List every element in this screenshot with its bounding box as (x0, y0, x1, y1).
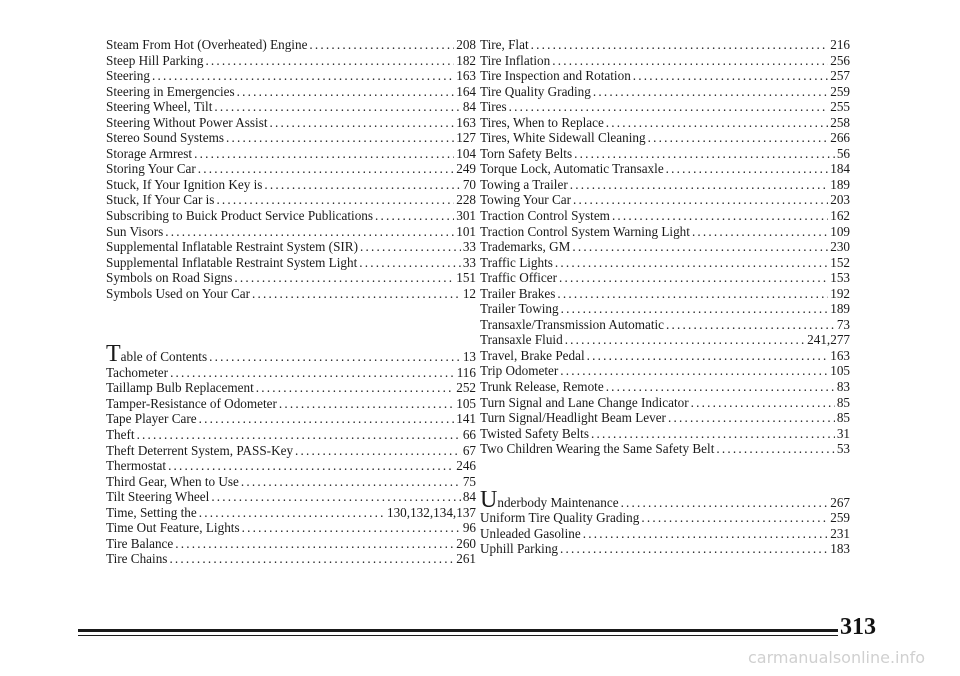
entry-page: 189 (830, 176, 850, 192)
dot-leader (621, 495, 829, 511)
dot-leader (234, 270, 454, 286)
entry-page: 216 (830, 37, 850, 52)
entry-title: Traffic Officer (480, 270, 558, 286)
entry-page: 84 (462, 489, 476, 505)
index-entry (106, 208, 476, 224)
entry-page: 53 (836, 441, 850, 457)
entry-page: 267 (830, 494, 850, 510)
dot-leader (152, 68, 454, 84)
entry-title: able of Contents (120, 349, 208, 365)
entry-title: Theft (106, 427, 135, 443)
entry-title: Trailer Towing (480, 301, 559, 317)
dot-leader (252, 286, 461, 302)
entry-page: 257 (830, 68, 850, 84)
index-entry (106, 396, 476, 412)
entry-title: Tire Quality Grading (480, 83, 591, 99)
dot-leader (606, 379, 835, 395)
entry-title: Subscribing to Buick Product Service Publications (106, 208, 374, 224)
index-entry (480, 208, 850, 224)
index-group-u (480, 510, 850, 557)
dot-leader (591, 426, 835, 442)
dot-leader (168, 458, 454, 474)
entry-page: 67 (462, 442, 476, 458)
entry-page: 13 (462, 349, 476, 365)
entry-title: Transaxle/Transmission Automatic (480, 316, 665, 332)
entry-title: Turn Signal/Headlight Beam Lever (480, 410, 666, 426)
dot-leader (552, 53, 828, 69)
entry-page: 109 (830, 223, 850, 239)
index-entry (106, 520, 476, 536)
index-entry (106, 68, 476, 84)
index-entry (480, 541, 850, 557)
index-entry (106, 99, 476, 115)
index-entry (106, 505, 476, 521)
footer-rule-thick (78, 629, 838, 632)
dot-leader (531, 37, 829, 53)
index-entry (106, 239, 476, 255)
dot-leader (574, 146, 835, 162)
entry-title: Steering Without Power Assist (106, 114, 268, 130)
entry-page: 261 (456, 551, 476, 567)
index-entry (106, 443, 476, 459)
index-column-left (106, 37, 476, 567)
index-entry (106, 286, 476, 302)
entry-title: Traffic Lights (480, 254, 553, 270)
index-entry (480, 161, 850, 177)
dot-leader (175, 536, 454, 552)
entry-title: Trip Odometer (480, 363, 559, 379)
dot-leader (237, 84, 455, 100)
dot-leader (199, 505, 385, 521)
dot-leader (555, 255, 828, 271)
entry-page: 258 (830, 114, 850, 130)
dot-leader (573, 192, 828, 208)
dot-leader (226, 130, 454, 146)
entry-title: Storing Your Car (106, 161, 196, 177)
entry-page: 104 (456, 145, 476, 161)
entry-title: Third Gear, When to Use (106, 473, 239, 489)
entry-page: 130,132,134,137 (386, 504, 476, 520)
dot-leader (666, 161, 829, 177)
entry-title: Supplemental Inflatable Restraint System Light (106, 254, 358, 270)
dot-leader (509, 99, 829, 115)
index-entry (480, 115, 850, 131)
index-entry (480, 130, 850, 146)
entry-page: 127 (456, 130, 476, 146)
entry-title: Tape Player Care (106, 411, 197, 427)
dot-leader (256, 380, 454, 396)
entry-page: 75 (462, 473, 476, 489)
entry-title: Torn Safety Belts (480, 145, 573, 161)
index-entry (480, 53, 850, 69)
watermark: carmanualsonline.info (748, 648, 926, 667)
index-entry (106, 177, 476, 193)
entry-page: 189 (830, 301, 850, 317)
index-entry (106, 84, 476, 100)
entry-title: Storage Armrest (106, 145, 193, 161)
dot-leader (375, 208, 454, 224)
entry-title: Steering (106, 68, 150, 84)
entry-title: Symbols Used on Your Car (106, 285, 250, 301)
dot-leader (211, 489, 461, 505)
entry-page: 259 (830, 510, 850, 526)
entry-title: Travel, Brake Pedal (480, 347, 585, 363)
index-entry (106, 427, 476, 443)
dot-leader (691, 395, 835, 411)
index-entry (480, 255, 850, 271)
dot-leader (170, 365, 455, 381)
index-entry (480, 99, 850, 115)
index-entry (480, 224, 850, 240)
dot-leader (264, 177, 460, 193)
page-number: 313 (840, 614, 876, 640)
index-entry (480, 379, 850, 395)
entry-page: 153 (830, 270, 850, 286)
entry-page: 259 (830, 83, 850, 99)
entry-page: 228 (456, 192, 476, 208)
dot-leader (557, 286, 828, 302)
index-entry (106, 411, 476, 427)
index-entry (106, 474, 476, 490)
entry-title: Steep Hill Parking (106, 52, 204, 68)
entry-page: 56 (836, 145, 850, 161)
entry-title: Tire Chains (106, 551, 168, 567)
index-entry (480, 37, 850, 53)
entry-title: Thermostat (106, 458, 167, 474)
entry-page: 12 (462, 285, 476, 301)
entry-page: 66 (462, 427, 476, 443)
entry-title: Trunk Release, Remote (480, 379, 604, 395)
index-entry (106, 161, 476, 177)
entry-page: 83 (836, 379, 850, 395)
entry-page: 301 (456, 208, 476, 224)
entry-title: Tires (480, 99, 507, 115)
dot-leader (612, 208, 828, 224)
entry-page: 183 (830, 541, 850, 557)
dot-leader (214, 99, 460, 115)
index-entry (106, 270, 476, 286)
entry-page: 70 (462, 176, 476, 192)
entry-page: 96 (462, 520, 476, 536)
dot-leader (560, 363, 828, 379)
dot-leader (570, 177, 828, 193)
index-entry (480, 426, 850, 442)
entry-title: Supplemental Inflatable Restraint System (SIR) (106, 239, 358, 255)
index-entry (106, 53, 476, 69)
entry-title: Turn Signal and Lane Change Indicator (480, 394, 689, 410)
dot-leader (198, 161, 454, 177)
index-entry (480, 146, 850, 162)
entry-title: Tire, Flat (480, 37, 529, 52)
entry-page: 163 (830, 347, 850, 363)
entry-page: 152 (830, 254, 850, 270)
entry-page: 252 (456, 380, 476, 396)
index-entry (106, 130, 476, 146)
index-entry-section-start (480, 486, 850, 513)
entry-title: Traction Control System Warning Light (480, 223, 690, 239)
entry-title: Stuck, If Your Car is (106, 192, 215, 208)
dot-leader (209, 349, 461, 365)
dot-leader (165, 224, 454, 240)
index-entry (106, 365, 476, 381)
index-entry (106, 551, 476, 567)
entry-page: 255 (830, 99, 850, 115)
entry-title: Tachometer (106, 364, 169, 380)
index-entry (480, 177, 850, 193)
dot-leader (593, 84, 828, 100)
index-entry (480, 441, 850, 457)
entry-page: 84 (462, 99, 476, 115)
entry-page: 73 (836, 316, 850, 332)
footer-rule-thin (78, 635, 838, 636)
index-entry (106, 224, 476, 240)
section-initial: U (480, 486, 498, 513)
entry-title: Towing Your Car (480, 192, 572, 208)
index-entry (106, 146, 476, 162)
entry-title: Trademarks, GM (480, 239, 571, 255)
entry-page: 31 (836, 425, 850, 441)
index-entry (480, 332, 850, 348)
index-entry (480, 348, 850, 364)
dot-leader (692, 224, 828, 240)
entry-title: Theft Deterrent System, PASS-Key (106, 442, 294, 458)
dot-leader (360, 239, 461, 255)
entry-page: 85 (836, 410, 850, 426)
dot-leader (606, 115, 828, 131)
entry-title: Stereo Sound Systems (106, 130, 224, 146)
index-entry (480, 286, 850, 302)
index-entry (106, 458, 476, 474)
entry-page: 184 (830, 161, 850, 177)
entry-page: 208 (456, 37, 476, 52)
index-entry (106, 37, 476, 53)
entry-title: Uphill Parking (480, 541, 559, 557)
entry-title: Time Out Feature, Lights (106, 520, 240, 536)
entry-page: 101 (456, 223, 476, 239)
entry-page: 231 (830, 525, 850, 541)
index-entry (106, 255, 476, 271)
entry-page: 105 (830, 363, 850, 379)
entry-title: Tires, White Sidewall Cleaning (480, 130, 646, 146)
entry-title: Tire Balance (106, 535, 174, 551)
index-entry (480, 363, 850, 379)
dot-leader (565, 332, 805, 348)
entry-page: 141 (456, 411, 476, 427)
entry-page: 246 (456, 458, 476, 474)
index-entry (106, 115, 476, 131)
dot-leader (169, 551, 454, 567)
entry-title: Trailer Brakes (480, 285, 556, 301)
entry-page: 151 (456, 270, 476, 286)
entry-title: Traction Control System (480, 208, 610, 224)
index-entry (480, 395, 850, 411)
dot-leader (279, 396, 454, 412)
index-entry (480, 510, 850, 526)
entry-page: 105 (456, 395, 476, 411)
entry-page: 162 (830, 208, 850, 224)
entry-title: Steam From Hot (Overheated) Engine (106, 37, 308, 52)
index-entry (106, 489, 476, 505)
dot-leader (633, 68, 828, 84)
dot-leader (216, 192, 454, 208)
entry-title: Transaxle Fluid (480, 332, 563, 348)
index-group-s (106, 37, 476, 301)
entry-page: 260 (456, 535, 476, 551)
entry-title: Steering Wheel, Tilt (106, 99, 213, 115)
dot-leader (561, 301, 829, 317)
dot-leader (241, 474, 461, 490)
dot-leader (668, 410, 835, 426)
entry-page: 256 (830, 52, 850, 68)
entry-title: Torque Lock, Automatic Transaxle (480, 161, 664, 177)
entry-title: Taillamp Bulb Replacement (106, 380, 254, 396)
index-entry (480, 270, 850, 286)
dot-leader (199, 411, 455, 427)
dot-leader (270, 115, 455, 131)
dot-leader (587, 348, 829, 364)
entry-page: 33 (462, 254, 476, 270)
dot-leader (666, 317, 835, 333)
entry-page: 266 (830, 130, 850, 146)
dot-leader (648, 130, 829, 146)
index-entry (480, 317, 850, 333)
entry-title: Tilt Steering Wheel (106, 489, 210, 505)
entry-page: 203 (830, 192, 850, 208)
entry-title: Tamper-Resistance of Odometer (106, 395, 277, 411)
entry-title: Steering in Emergencies (106, 83, 235, 99)
entry-page: 116 (456, 364, 476, 380)
index-entry (480, 410, 850, 426)
index-group-t (106, 365, 476, 567)
entry-title: Stuck, If Your Ignition Key is (106, 176, 263, 192)
entry-page: 192 (830, 285, 850, 301)
section-initial: T (106, 341, 121, 368)
entry-title: Time, Setting the (106, 504, 197, 520)
entry-title: nderbody Maintenance (497, 494, 619, 510)
dot-leader (560, 541, 828, 557)
entry-page: 85 (836, 394, 850, 410)
entry-title: Symbols on Road Signs (106, 270, 233, 286)
dot-leader (309, 37, 454, 53)
entry-title: Twisted Safety Belts (480, 425, 589, 441)
dot-leader (137, 427, 461, 443)
entry-page: 241,277 (807, 332, 850, 348)
index-entry (106, 536, 476, 552)
entry-page: 163 (456, 114, 476, 130)
dot-leader (572, 239, 828, 255)
index-entry (480, 301, 850, 317)
dot-leader (242, 520, 461, 536)
dot-leader (359, 255, 461, 271)
entry-page: 33 (462, 239, 476, 255)
index-entry (106, 192, 476, 208)
entry-title: Tire Inflation (480, 52, 551, 68)
index-entry (480, 68, 850, 84)
dot-leader (194, 146, 454, 162)
index-entry (480, 526, 850, 542)
index-group-t-continued (480, 37, 850, 457)
dot-leader (295, 443, 461, 459)
entry-page: 164 (456, 83, 476, 99)
dot-leader (716, 441, 834, 457)
index-entry (480, 192, 850, 208)
entry-title: Towing a Trailer (480, 176, 568, 192)
dot-leader (205, 53, 454, 69)
entry-title: Sun Visors (106, 223, 164, 239)
dot-leader (583, 526, 829, 542)
entry-title: Unleaded Gasoline (480, 525, 581, 541)
index-entry (480, 84, 850, 100)
entry-title: Uniform Tire Quality Grading (480, 510, 640, 526)
entry-title: Two Children Wearing the Same Safety Belt (480, 441, 715, 457)
entry-page: 182 (456, 52, 476, 68)
index-entry (106, 380, 476, 396)
index-column-right (480, 37, 850, 557)
entry-page: 230 (830, 239, 850, 255)
entry-title: Tire Inspection and Rotation (480, 68, 631, 84)
dot-leader (641, 510, 828, 526)
entry-title: Tires, When to Replace (480, 114, 604, 130)
dot-leader (559, 270, 828, 286)
entry-page: 163 (456, 68, 476, 84)
entry-page: 249 (456, 161, 476, 177)
index-entry-section-start (106, 341, 476, 368)
index-entry (480, 239, 850, 255)
